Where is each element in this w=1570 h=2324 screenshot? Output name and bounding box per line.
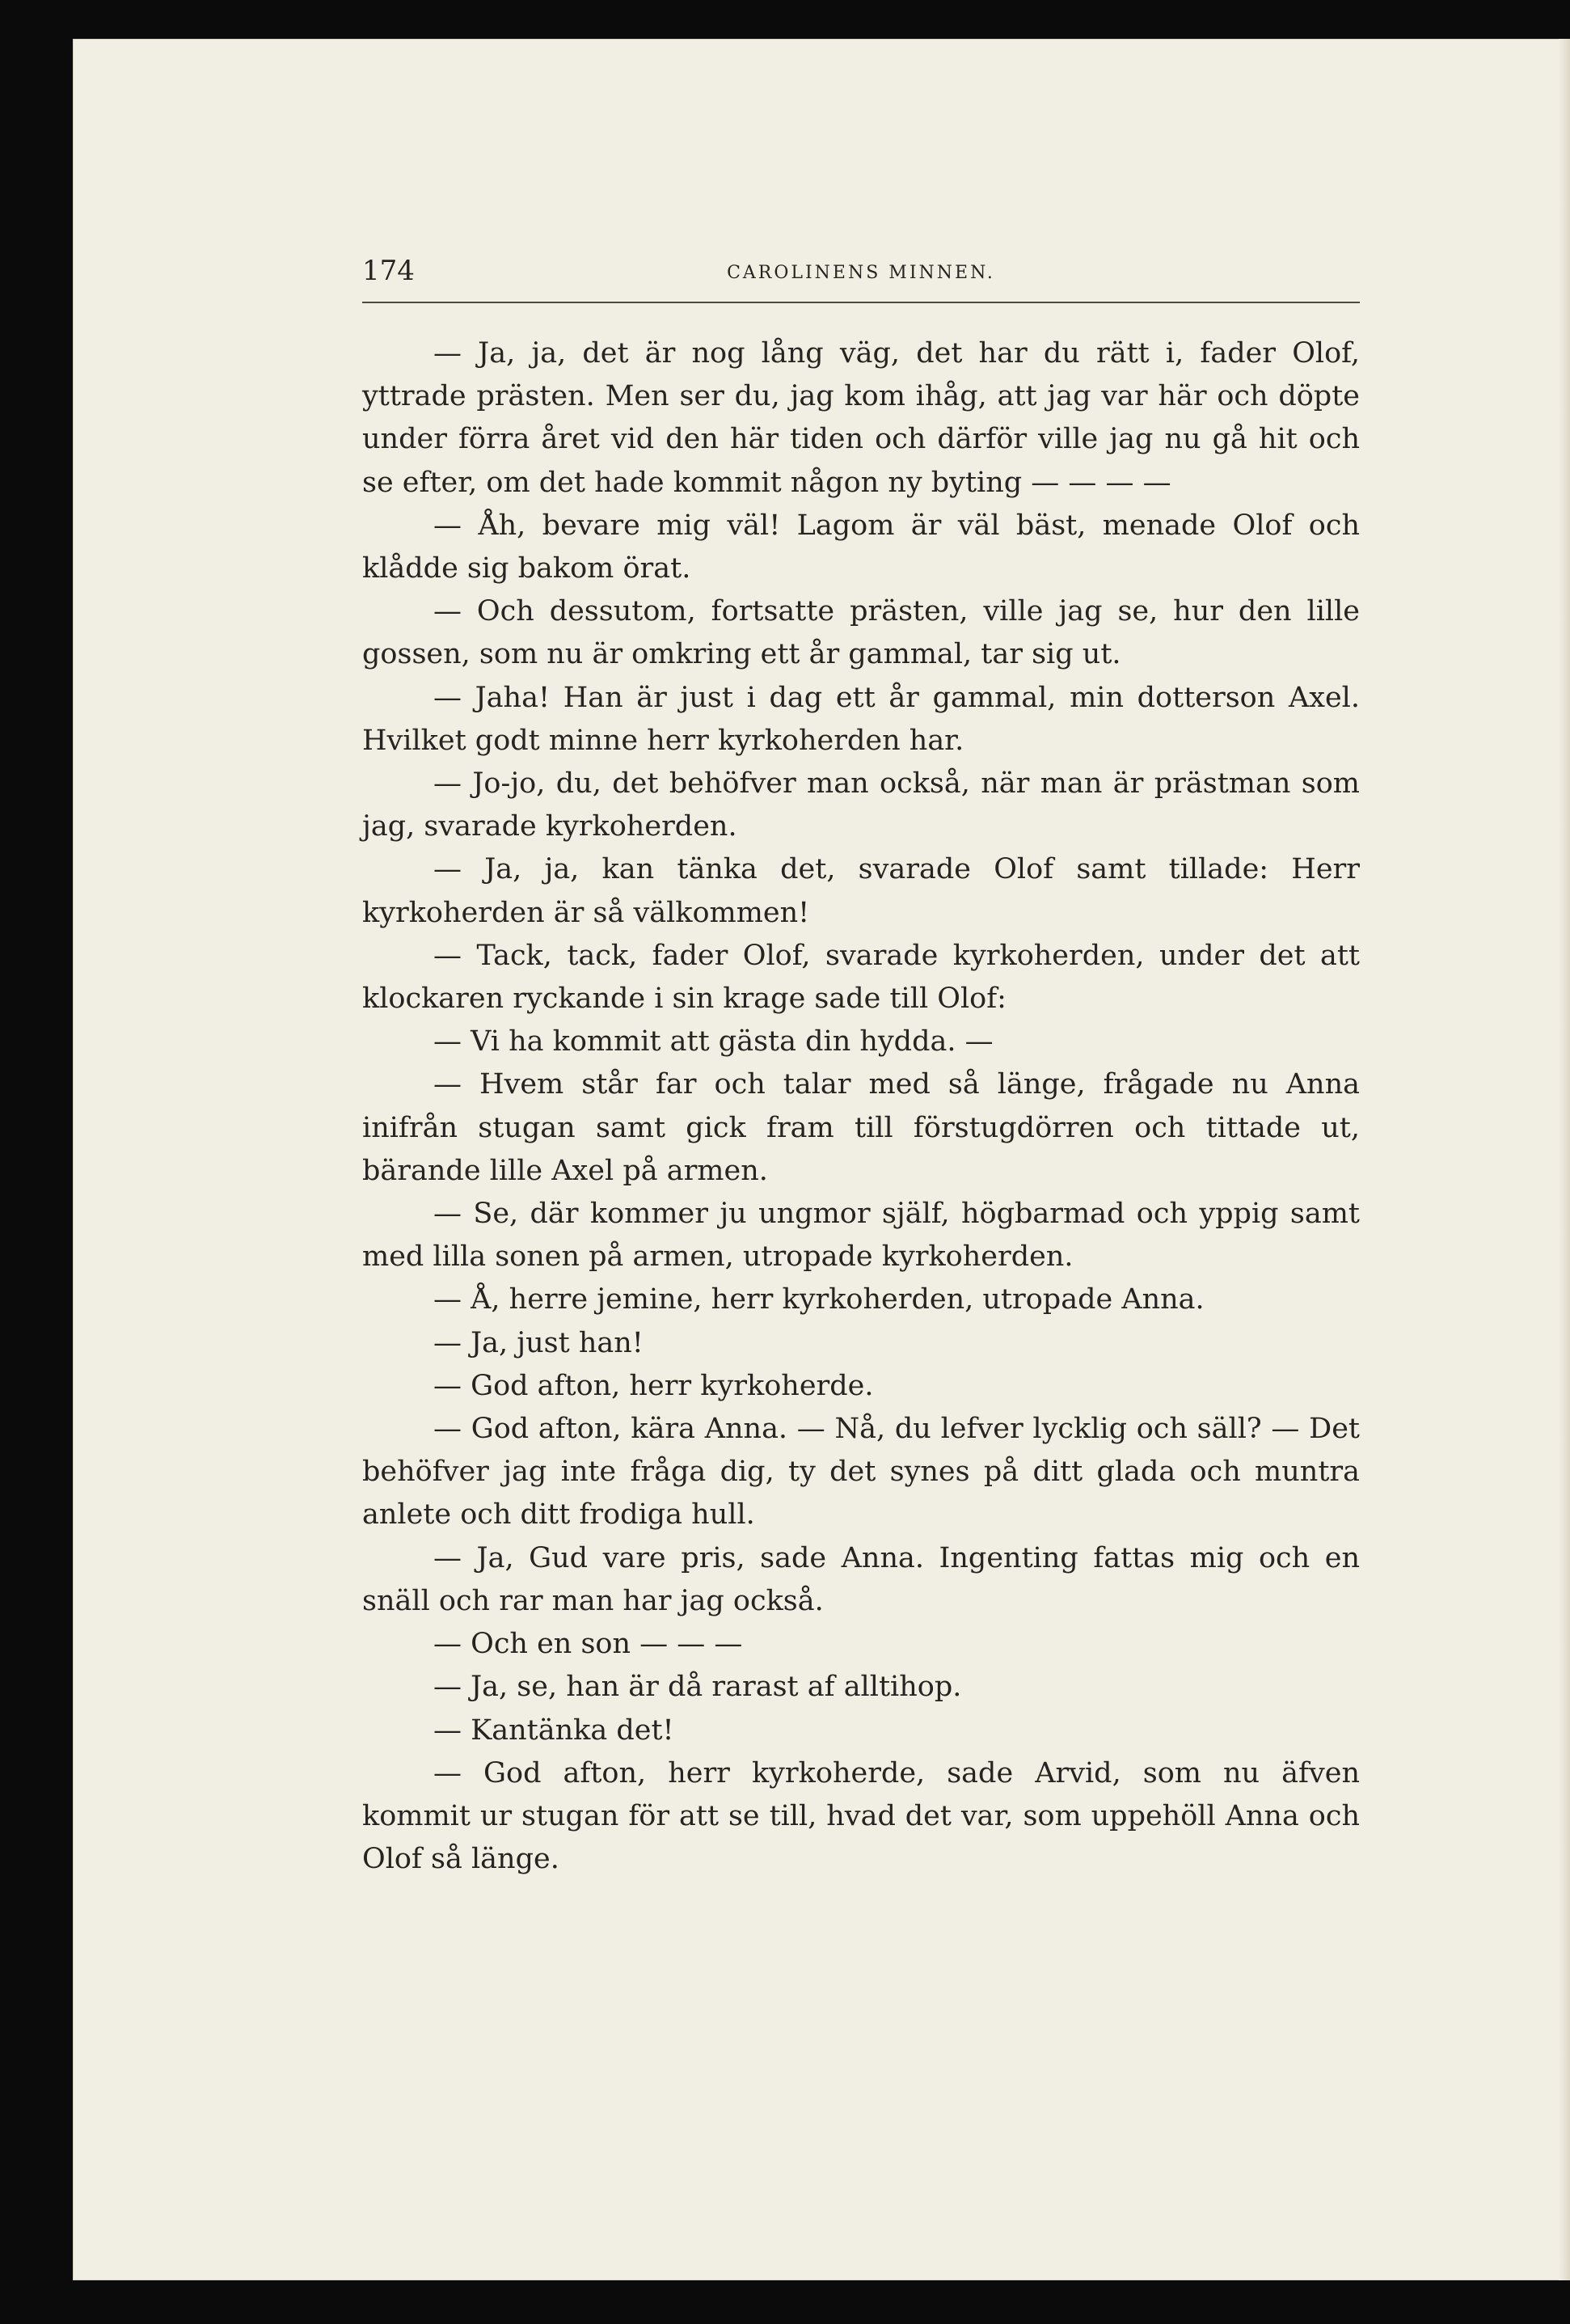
body-text — [362, 332, 1360, 1881]
paragraph: — Ja, just han! — [433, 1326, 644, 1359]
text-block — [362, 237, 1360, 1881]
paragraph: — Och dessutom, fortsatte prästen, ville jag se, hur den lille gossen, som nu är omkring ett år gammal, tar sig ut. — [362, 595, 1360, 671]
running-head — [362, 237, 1360, 303]
paragraph: — God afton, herr kyrkoherde, sade Arvid, som nu äfven kommit ur stugan för att se till, hvad det var, som uppehöll Anna och Olof så länge. — [362, 1756, 1360, 1876]
paragraph: — God afton, kära Anna. — Nå, du lefver lycklig och säll? — Det behöfver jag inte fråga dig, ty det synes på ditt glada och muntra anlete och ditt frodiga hull. — [362, 1413, 1360, 1532]
book-page — [73, 39, 1570, 2280]
paragraph: — Se, där kommer ju ungmor själf, högbarmad och yppig samt med lilla sonen på armen, utropade kyrkoherden. — [362, 1198, 1360, 1274]
paragraph: — Kantänka det! — [433, 1713, 674, 1747]
running-title: CAROLINENS MINNEN. — [727, 263, 995, 283]
paragraph: — Jo-jo, du, det behöfver man också, när man är prästman som jag, svarade kyrkoherden. — [362, 767, 1360, 843]
page-edge — [1559, 39, 1570, 2280]
paragraph: — Ja, ja, kan tänka det, svarade Olof samt tillade: Herr kyrkoherden är så välkommen! — [362, 853, 1360, 929]
paragraph: — Tack, tack, fader Olof, svarade kyrkoherden, under det att klockaren ryckande i sin krage sade till Olof: — [362, 939, 1360, 1016]
page-number: 174 — [362, 255, 415, 287]
paragraph: — Vi ha kommit att gästa din hydda. — — [433, 1025, 994, 1058]
paragraph: — Och en son — — — — [433, 1628, 743, 1661]
paragraph: — Ja, ja, det är nog lång väg, det har du rätt i, fader Olof, yttrade prästen. Men ser du, jag kom ihåg, att jag var här och döpte under förra året vid den här tiden och därför ville jag nu gå hit och se efter, om det hade kommit någon ny byting — — — — — [362, 337, 1360, 499]
paragraph: — Ja, Gud vare pris, sade Anna. Ingenting fattas mig och en snäll och rar man har jag också. — [362, 1541, 1360, 1617]
paragraph: — Ja, se, han är då rarast af alltihop. — [433, 1671, 962, 1704]
paragraph: — Jaha! Han är just i dag ett år gammal, min dotterson Axel. Hvilket godt minne herr kyrkoherden har. — [362, 681, 1360, 757]
paragraph: — Hvem står far och talar med så länge, frågade nu Anna inifrån stugan samt gick fram till förstugdörren och tittade ut, bärande lille Axel på armen. — [362, 1068, 1360, 1187]
paragraph: — Åh, bevare mig väl! Lagom är väl bäst, menade Olof och klådde sig bakom örat. — [362, 509, 1360, 585]
paragraph: — Å, herre jemine, herr kyrkoherden, utropade Anna. — [433, 1283, 1205, 1316]
paragraph: — God afton, herr kyrkoherde. — [433, 1369, 874, 1402]
